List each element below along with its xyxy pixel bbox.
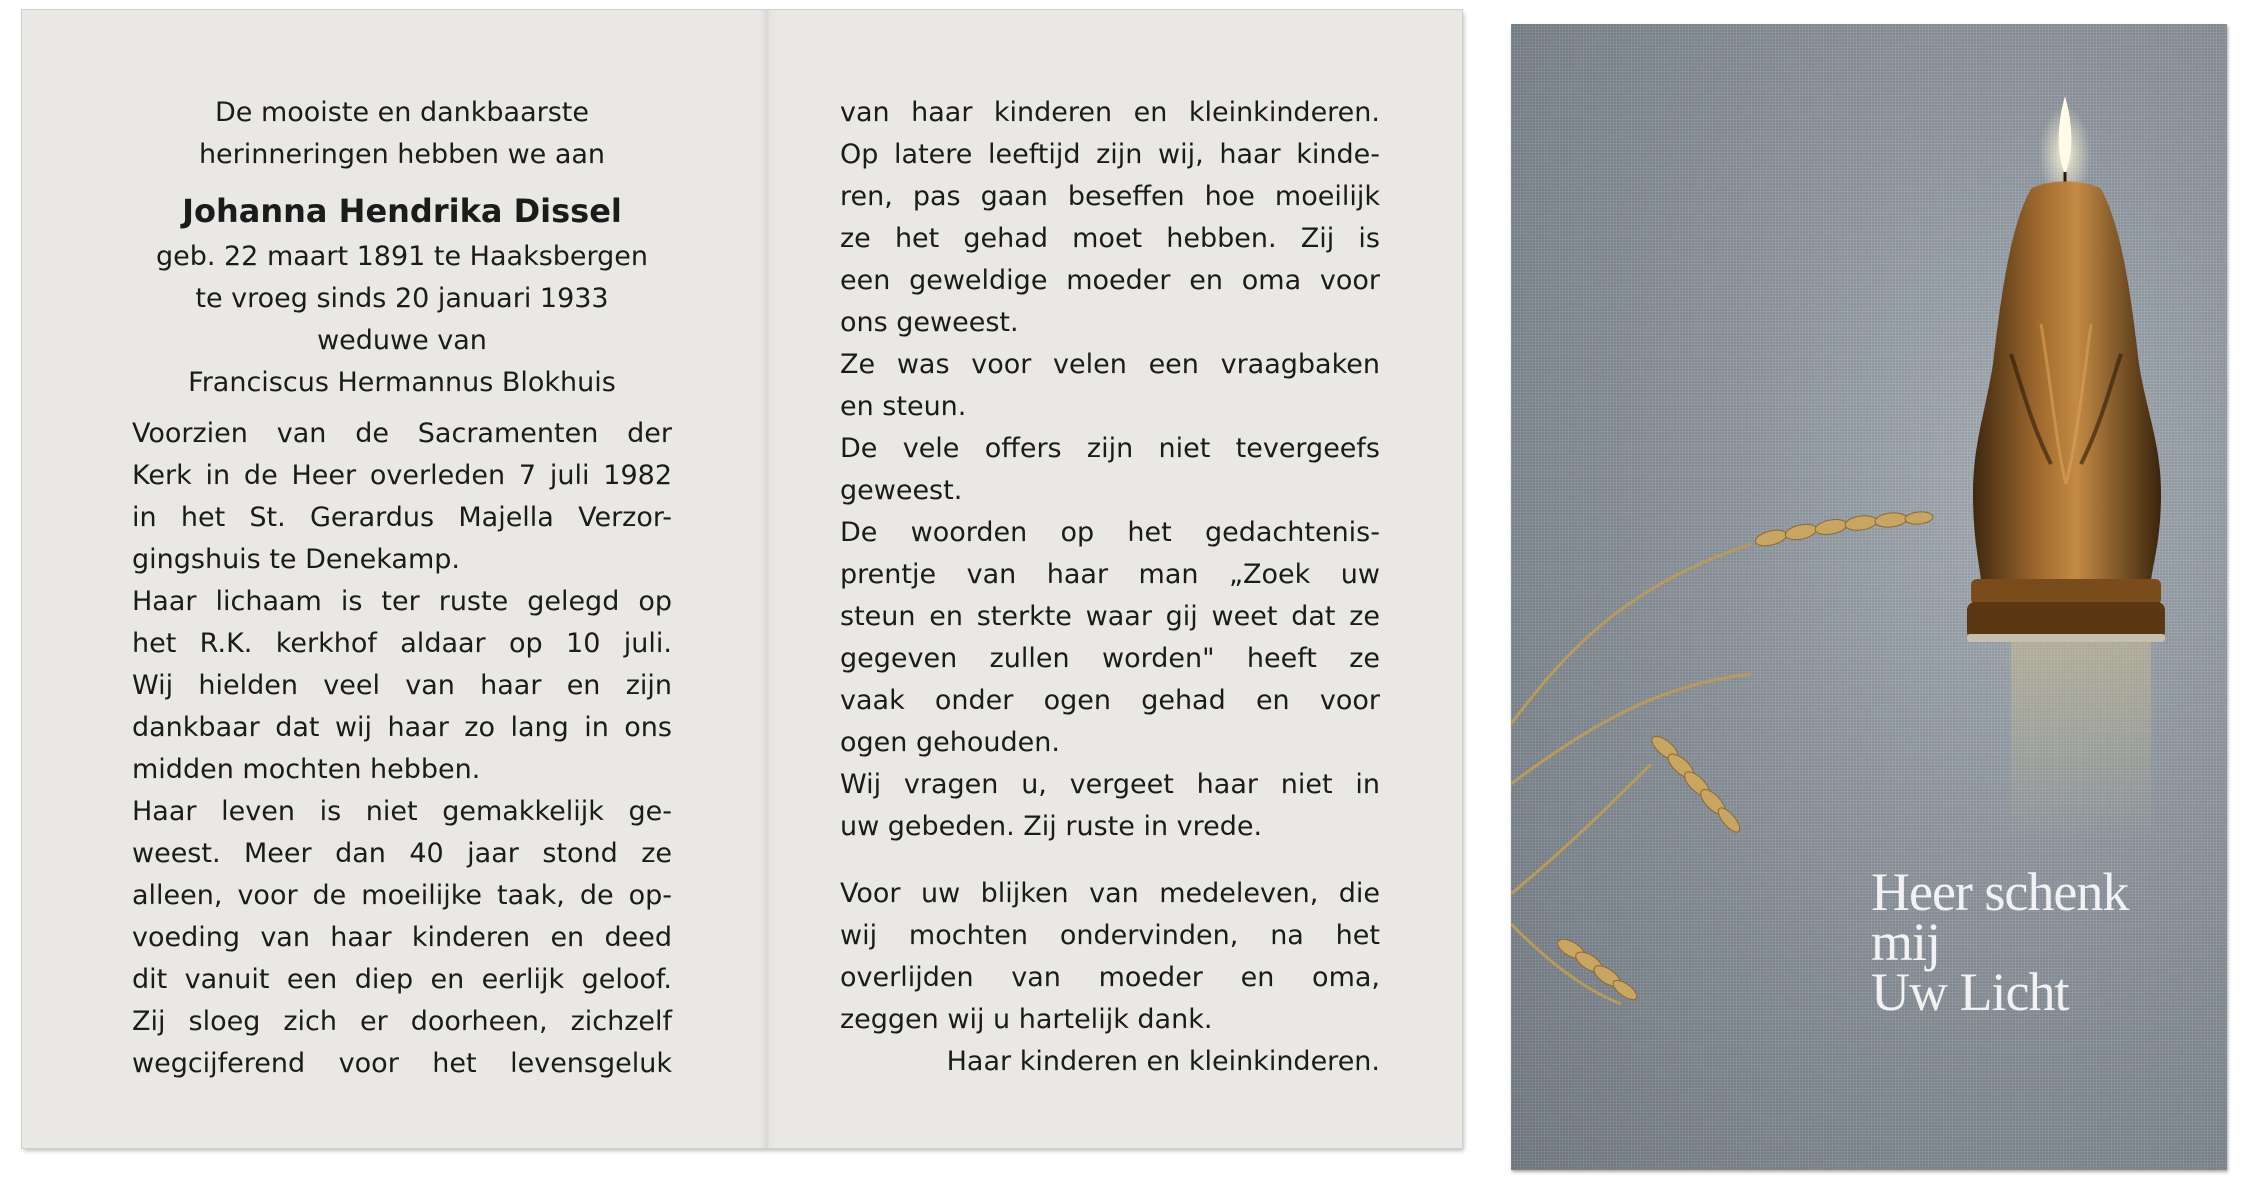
text-line: De mooiste en dankbaarste bbox=[214, 97, 589, 128]
text-line: prentje van haar man „Zoek uw bbox=[840, 559, 1380, 590]
text-line: midden mochten hebben. bbox=[132, 754, 481, 785]
text-line: geb. 22 maart 1891 te Haaksbergen bbox=[155, 241, 649, 272]
text-line: Haar leven is niet gemakkelijk ge- bbox=[132, 796, 672, 827]
cover-caption-line: Heer schenk bbox=[1871, 862, 2129, 922]
text-line: in het St. Gerardus Majella Verzor- bbox=[132, 502, 672, 533]
text-line: weest. Meer dan 40 jaar stond ze bbox=[132, 838, 672, 869]
memorial-card-cover bbox=[1511, 24, 2227, 1170]
candle-reflection bbox=[2011, 612, 2151, 842]
text-line: dankbaar dat wij haar zo lang in ons bbox=[132, 712, 672, 743]
text-line: van haar kinderen en kleinkinderen. bbox=[840, 97, 1380, 128]
text-line: Ze was voor velen een vraagbaken bbox=[840, 349, 1380, 380]
text-line: dit vanuit een diep en eerlijk geloof. bbox=[132, 964, 672, 995]
cover-caption-line: Uw Licht bbox=[1871, 962, 2069, 1022]
text-line: Haar kinderen en kleinkinderen. bbox=[946, 1046, 1380, 1077]
text-line: gingshuis te Denekamp. bbox=[132, 544, 460, 575]
text-line: Wij hielden veel van haar en zijn bbox=[132, 670, 672, 701]
text-line: te vroeg sinds 20 januari 1933 bbox=[195, 283, 609, 314]
text-line: ren, pas gaan beseffen hoe moeilijk bbox=[840, 181, 1380, 212]
text-line: Zij sloeg zich er doorheen, zichzelf bbox=[132, 1006, 672, 1037]
text-line: wegcijferend voor het levensgeluk bbox=[132, 1048, 672, 1079]
memorial-card-inside bbox=[22, 10, 1462, 1148]
praying-hands-candle-icon bbox=[1967, 182, 2165, 643]
text-line: Voorzien van de Sacramenten der bbox=[132, 418, 672, 449]
text-line: geweest. bbox=[840, 475, 963, 506]
text-line: wij mochten ondervinden, na het bbox=[840, 920, 1380, 951]
cover-caption-line: mij bbox=[1871, 912, 1941, 972]
text-line: het R.K. kerkhof aldaar op 10 juli. bbox=[132, 628, 672, 659]
text-line: ons geweest. bbox=[840, 307, 1019, 338]
text-line: Wij vragen u, vergeet haar niet in bbox=[840, 769, 1380, 800]
text-line: Franciscus Hermannus Blokhuis bbox=[188, 367, 616, 398]
text-line: voeding van haar kinderen en deed bbox=[132, 922, 672, 953]
text-line: en steun. bbox=[840, 391, 967, 422]
text-line: De woorden op het gedachtenis- bbox=[840, 517, 1380, 548]
text-line: zeggen wij u hartelijk dank. bbox=[840, 1004, 1213, 1035]
text-line: ze het gehad moet hebben. Zij is bbox=[840, 223, 1380, 254]
card-fold bbox=[760, 10, 776, 1148]
text-line: Op latere leeftijd zijn wij, haar kinde- bbox=[840, 139, 1380, 170]
text-line: gegeven zullen worden" heeft ze bbox=[840, 643, 1380, 674]
text-line: vaak onder ogen gehad en voor bbox=[840, 685, 1380, 716]
text-line: Haar lichaam is ter ruste gelegd op bbox=[132, 586, 672, 617]
text-line: Johanna Hendrika Dissel bbox=[182, 192, 622, 230]
text-line: een geweldige moeder en oma voor bbox=[840, 265, 1380, 296]
text-line: uw gebeden. Zij ruste in vrede. bbox=[840, 811, 1263, 842]
text-line: herinneringen hebben we aan bbox=[198, 139, 606, 170]
text-line: overlijden van moeder en oma, bbox=[840, 962, 1380, 993]
text-line: weduwe van bbox=[317, 325, 487, 356]
text-line: Kerk in de Heer overleden 7 juli 1982 bbox=[132, 460, 672, 491]
cover-caption bbox=[1871, 862, 2129, 1022]
text-line: ogen gehouden. bbox=[840, 727, 1060, 758]
text-line: alleen, voor de moeilijke taak, de op- bbox=[132, 880, 672, 911]
text-line: De vele offers zijn niet tevergeefs bbox=[840, 433, 1380, 464]
text-line: steun en sterkte waar gij weet dat ze bbox=[840, 601, 1380, 632]
text-line: Voor uw blijken van medeleven, die bbox=[840, 878, 1380, 909]
